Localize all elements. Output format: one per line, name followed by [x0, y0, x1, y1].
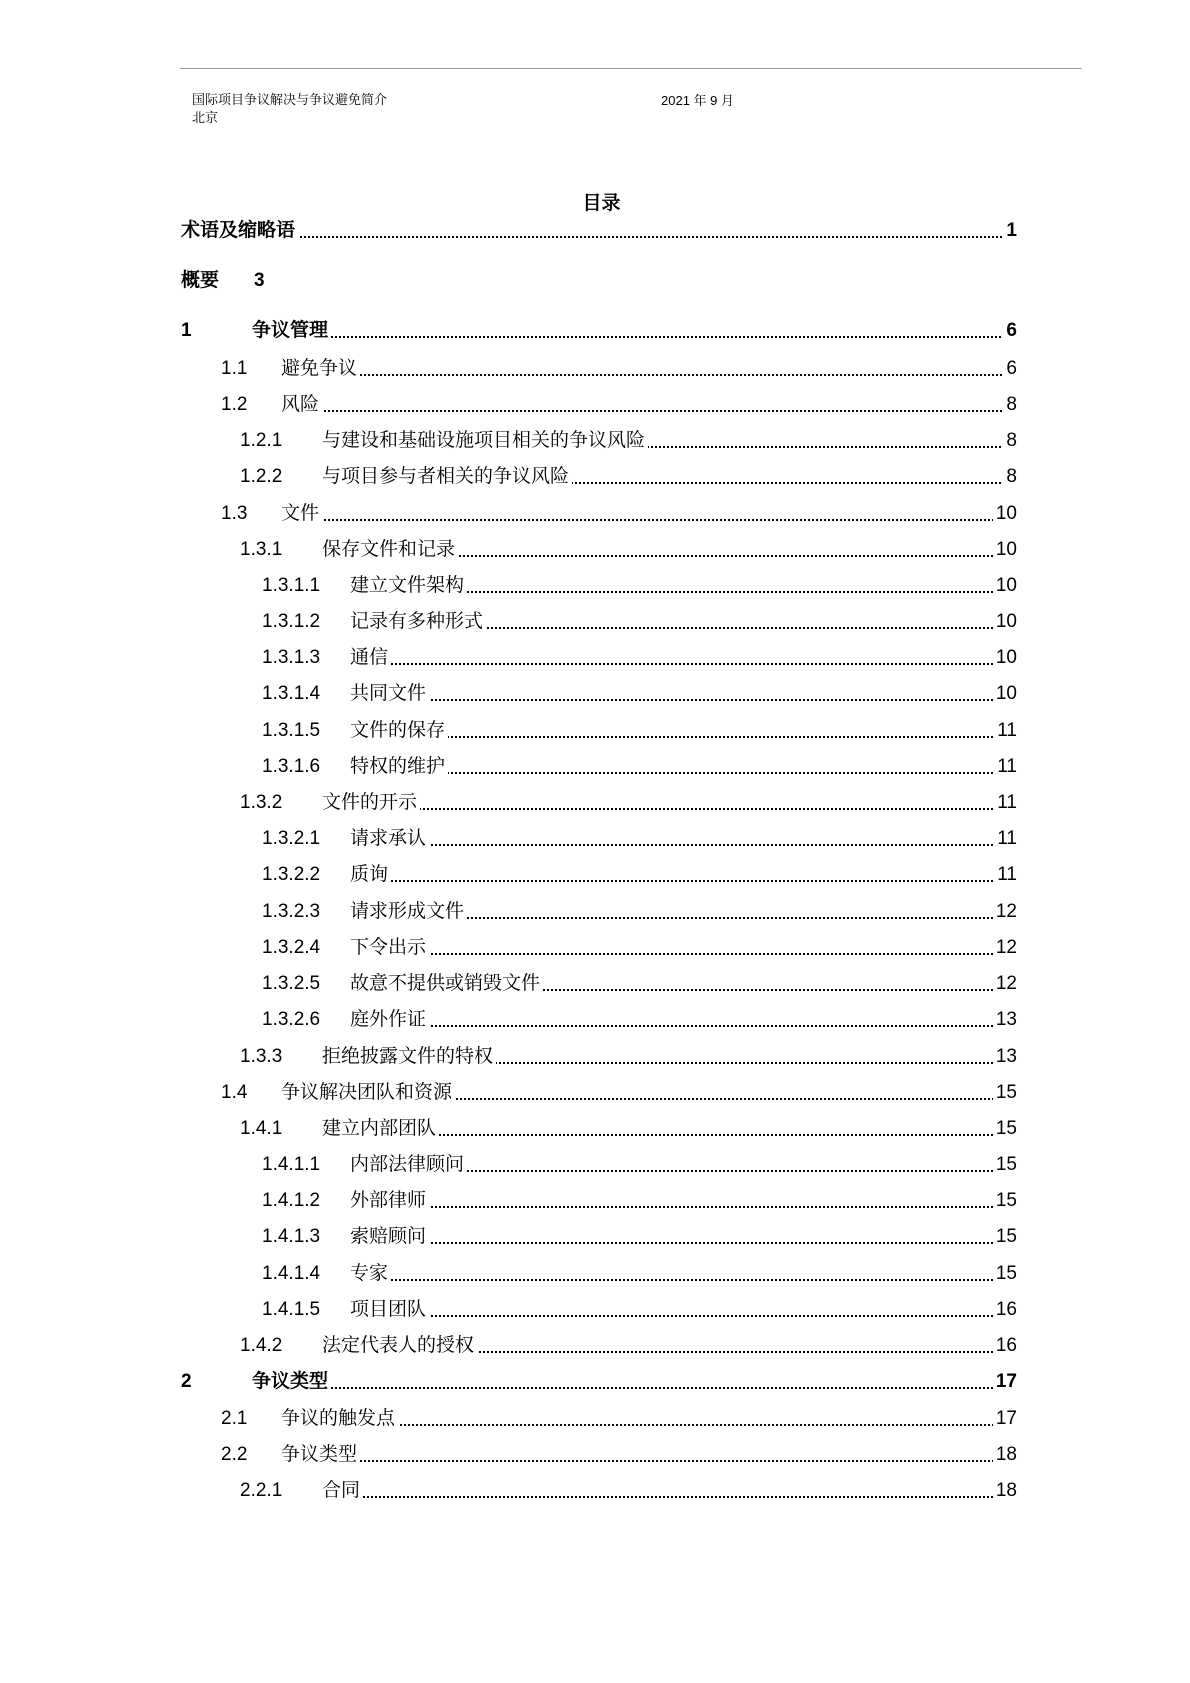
toc-entry[interactable]: [0, 268, 1017, 294]
toc-entry-number: 1.4: [221, 1082, 248, 1103]
toc-entry[interactable]: [0, 356, 1017, 382]
toc-entry-title: 避免争议: [281, 353, 360, 380]
toc-entry[interactable]: [0, 392, 1017, 418]
toc-entry-page: 11: [994, 864, 1017, 886]
toc-entry[interactable]: [0, 1442, 1017, 1468]
header-city: 北京: [192, 111, 219, 126]
toc-entry-title: 质询: [350, 859, 391, 886]
toc-entry-page: 15: [993, 1082, 1017, 1104]
toc-entry-number: 1.2: [221, 394, 248, 415]
toc-entry[interactable]: [0, 1406, 1017, 1432]
toc-entry-number: 2.2.1: [240, 1480, 283, 1501]
toc-entry-number: 1.3.2: [240, 792, 283, 813]
toc-entry-page: 15: [993, 1118, 1017, 1140]
toc-entry-number: 1.4.1.5: [262, 1299, 321, 1320]
toc-entry-number: 1.4.1: [240, 1118, 283, 1139]
toc-entry-title: 内部法律顾问: [350, 1149, 467, 1176]
toc-entry-number: 1.2.2: [240, 466, 283, 487]
toc-entry-number: 1.3.2.2: [262, 864, 321, 885]
toc-dot-leader: [350, 1025, 1017, 1027]
toc-entry-number: 2.1: [221, 1408, 248, 1429]
toc-entry-title: 争议类型: [252, 1366, 331, 1393]
toc-entry-title: 建立文件架构: [350, 570, 467, 597]
toc-dot-leader: [181, 236, 1017, 238]
toc-entry-title: 项目团队: [350, 1294, 429, 1321]
toc-entry[interactable]: [0, 501, 1017, 527]
toc-entry[interactable]: [0, 537, 1017, 563]
toc-entry-number: 1.3.1.4: [262, 683, 321, 704]
toc-entry-page: 15: [993, 1263, 1017, 1285]
toc-entry-page: 13: [993, 1009, 1017, 1031]
toc-entry-page: 6: [1003, 320, 1017, 342]
toc-entry-number: 1.3.2.3: [262, 901, 321, 922]
toc-entry[interactable]: [0, 645, 1017, 671]
toc-entry-page: 1: [1003, 220, 1017, 242]
toc-entry-title: 保存文件和记录: [322, 534, 458, 561]
toc-entry-title: 术语及缩略语: [181, 215, 298, 242]
toc-dot-leader: [350, 1279, 1017, 1281]
header-document-title: 国际项目争议解决与争议避免简介: [192, 93, 388, 108]
toc-entry-number: 2: [181, 1371, 192, 1392]
toc-entry-page: 10: [993, 611, 1017, 633]
toc-dot-leader: [322, 1496, 1017, 1498]
toc-entry-title: 与项目参与者相关的争议风险: [322, 461, 572, 488]
toc-entry-title: 文件: [281, 498, 322, 525]
toc-entry[interactable]: [0, 899, 1017, 925]
toc-entry-number: 1.1: [221, 358, 248, 379]
toc-entry-page: 15: [993, 1190, 1017, 1212]
toc-entry[interactable]: [0, 681, 1017, 707]
toc-entry-page: 17: [993, 1371, 1017, 1393]
toc-dot-leader: [350, 736, 1017, 738]
toc-entry-number: 1.4.1.3: [262, 1226, 321, 1247]
toc-entry-title: 索赔顾问: [350, 1221, 429, 1248]
toc-entry-page: 10: [993, 539, 1017, 561]
toc-entry[interactable]: [0, 826, 1017, 852]
toc-heading: 目录: [582, 192, 621, 214]
toc-entry-number: 1.3.2.1: [262, 828, 321, 849]
toc-entry-title: 与建设和基础设施项目相关的争议风险: [322, 425, 648, 452]
toc-entry-number: 1.3.1: [240, 539, 283, 560]
toc-entry-number: 1.3.1.5: [262, 720, 321, 741]
toc-entry-title: 共同文件: [350, 678, 429, 705]
toc-dot-leader: [350, 844, 1017, 846]
toc-entry-page: 8: [1003, 466, 1017, 488]
toc-entry-number: 1.2.1: [240, 430, 283, 451]
toc-entry-page: 15: [993, 1154, 1017, 1176]
toc-entry[interactable]: [0, 609, 1017, 635]
toc-entry-title: 庭外作证: [350, 1004, 429, 1031]
toc-entry-title: 文件的保存: [350, 715, 448, 742]
toc-entry-number: 1.4.1.2: [262, 1190, 321, 1211]
toc-entry-number: 1.3.2.6: [262, 1009, 321, 1030]
toc-entry-page: 12: [993, 901, 1017, 923]
toc-dot-leader: [281, 519, 1017, 521]
toc-dot-leader: [350, 1315, 1017, 1317]
toc-entry-title: 故意不提供或销毁文件: [350, 968, 543, 995]
toc-entry-page: 13: [993, 1046, 1017, 1068]
toc-entry-title: 建立内部团队: [322, 1113, 439, 1140]
toc-entry-number: 1.3.1.2: [262, 611, 321, 632]
toc-entry-title: 争议解决团队和资源: [281, 1077, 455, 1104]
toc-entry-page: 15: [993, 1226, 1017, 1248]
toc-entry-page: 11: [994, 828, 1017, 850]
toc-entry-title: 拒绝披露文件的特权: [322, 1041, 496, 1068]
toc-entry-page: 18: [993, 1444, 1017, 1466]
toc-entry[interactable]: [0, 1478, 1017, 1504]
toc-entry-title: 争议的触发点: [281, 1403, 398, 1430]
toc-entry-number: 1.3.1.6: [262, 756, 321, 777]
toc-entry-page: 12: [993, 973, 1017, 995]
toc-entry-title: 记录有多种形式: [350, 606, 486, 633]
toc-entry-title: 争议类型: [281, 1439, 360, 1466]
toc-entry[interactable]: [0, 1152, 1017, 1178]
toc-entry-number: 1: [181, 320, 192, 341]
toc-entry[interactable]: [0, 1080, 1017, 1106]
toc-entry[interactable]: [0, 218, 1017, 244]
toc-entry-title: 外部律师: [350, 1185, 429, 1212]
toc-dot-leader: [281, 410, 1017, 412]
toc-dot-leader: [281, 374, 1017, 376]
toc-entry-page: 16: [993, 1299, 1017, 1321]
toc-entry[interactable]: [0, 862, 1017, 888]
toc-entry-page: 10: [993, 683, 1017, 705]
toc-entry[interactable]: [0, 573, 1017, 599]
toc-entry[interactable]: [0, 464, 1017, 490]
toc-entry-title: 下令出示: [350, 932, 429, 959]
toc-entry-number: 2.2: [221, 1444, 248, 1465]
toc-dot-leader: [350, 772, 1017, 774]
toc-entry[interactable]: [0, 1044, 1017, 1070]
toc-entry-page: 10: [993, 503, 1017, 525]
toc-entry[interactable]: [0, 428, 1017, 454]
toc-entry-number: 1.3.1.1: [262, 575, 321, 596]
toc-entry-number: 1.3.2.4: [262, 937, 321, 958]
toc-dot-leader: [350, 880, 1017, 882]
toc-entry[interactable]: [0, 1297, 1017, 1323]
toc-entry-page: 11: [994, 756, 1017, 778]
toc-entry[interactable]: [0, 1369, 1017, 1395]
toc-entry-title: 请求承认: [350, 823, 429, 850]
toc-entry-page: 10: [993, 575, 1017, 597]
toc-entry-title: 请求形成文件: [350, 896, 467, 923]
toc-entry-page: 3: [254, 270, 265, 291]
toc-entry[interactable]: [0, 1007, 1017, 1033]
toc-entry-page: 8: [1003, 394, 1017, 416]
toc-dot-leader: [350, 953, 1017, 955]
toc-entry-title: 争议管理: [252, 315, 331, 342]
toc-entry[interactable]: [0, 935, 1017, 961]
toc-entry-page: 12: [993, 937, 1017, 959]
toc-entry-number: 1.4.2: [240, 1335, 283, 1356]
toc-dot-leader: [350, 1206, 1017, 1208]
toc-entry-page: 11: [994, 792, 1017, 814]
toc-dot-leader: [322, 808, 1017, 810]
toc-entry-title: 合同: [322, 1475, 363, 1502]
toc-entry[interactable]: [0, 971, 1017, 997]
toc-dot-leader: [252, 1387, 1017, 1389]
toc-entry-title: 通信: [350, 642, 391, 669]
toc-dot-leader: [252, 336, 1017, 338]
toc-dot-leader: [281, 1460, 1017, 1462]
toc-entry[interactable]: [0, 318, 1017, 344]
toc-entry-title: 文件的开示: [322, 787, 420, 814]
toc-entry-page: 11: [994, 720, 1017, 742]
toc-entry[interactable]: [0, 1224, 1017, 1250]
toc-dot-leader: [350, 663, 1017, 665]
header-date: 2021 年 9 月: [661, 93, 734, 108]
toc-entry-number: 1.3.1.3: [262, 647, 321, 668]
toc-entry-page: 18: [993, 1480, 1017, 1502]
toc-entry-title: 概要: [181, 265, 222, 292]
toc-entry[interactable]: [0, 1116, 1017, 1142]
toc-entry[interactable]: [0, 718, 1017, 744]
toc-entry-number: 1.4.1.4: [262, 1263, 321, 1284]
toc-entry-number: 1.3.3: [240, 1046, 283, 1067]
toc-entry-title: 专家: [350, 1258, 391, 1285]
toc-entry[interactable]: [0, 754, 1017, 780]
toc-entry-page: 17: [993, 1408, 1017, 1430]
toc-entry-title: 特权的维护: [350, 751, 448, 778]
toc-entry[interactable]: [0, 1261, 1017, 1287]
toc-entry-page: 16: [993, 1335, 1017, 1357]
toc-entry-title: 风险: [281, 389, 322, 416]
toc-entry-number: 1.4.1.1: [262, 1154, 321, 1175]
toc-entry-title: 法定代表人的授权: [322, 1330, 477, 1357]
toc-entry[interactable]: [0, 790, 1017, 816]
toc-entry-number: 1.3.2.5: [262, 973, 321, 994]
toc-entry[interactable]: [0, 1188, 1017, 1214]
toc-dot-leader: [350, 699, 1017, 701]
toc-entry-page: 10: [993, 647, 1017, 669]
toc-entry-page: 8: [1003, 430, 1017, 452]
toc-dot-leader: [350, 1242, 1017, 1244]
toc-entry-page: 6: [1003, 358, 1017, 380]
toc-entry[interactable]: [0, 1333, 1017, 1359]
toc-entry-number: 1.3: [221, 503, 248, 524]
